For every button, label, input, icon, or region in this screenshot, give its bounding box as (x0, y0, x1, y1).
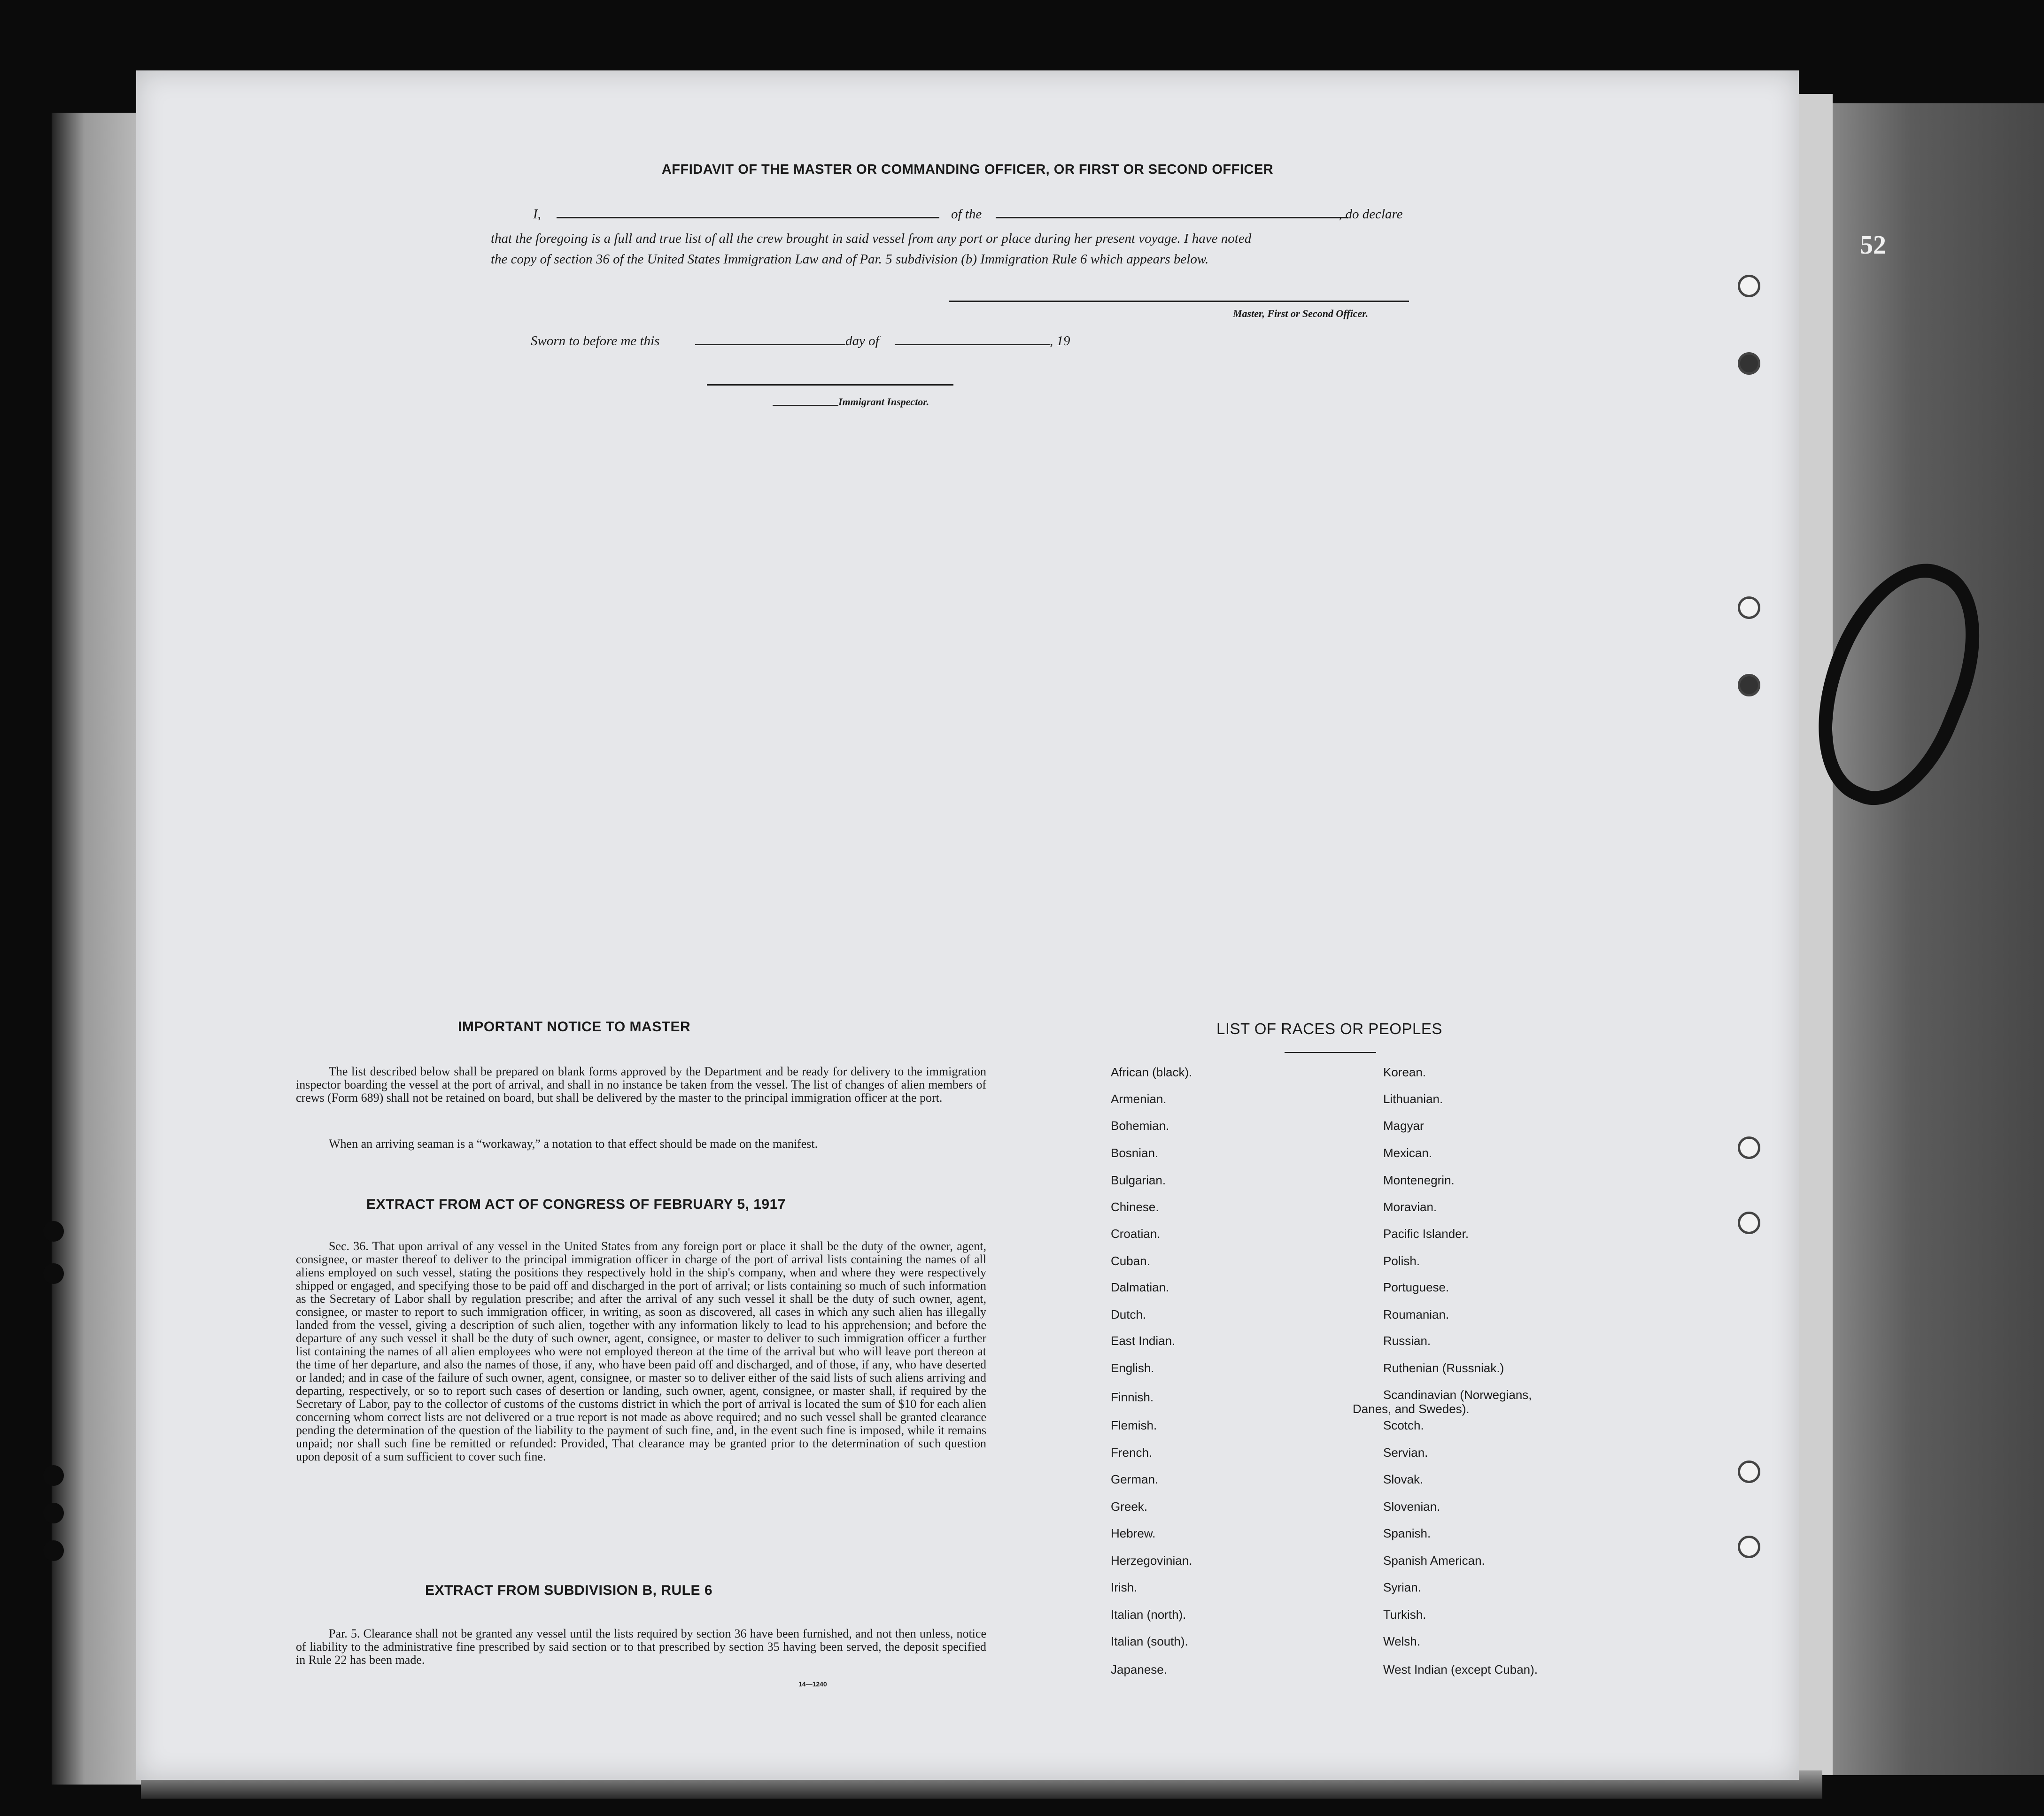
inspector-label: Immigrant Inspector. (838, 396, 929, 408)
race-item: Ruthenian (Russniak.) (1383, 1361, 1504, 1375)
inspector-signature-line (707, 384, 953, 386)
race-item: Italian (north). (1111, 1607, 1186, 1622)
affidavit-i: I, (533, 207, 541, 222)
notice-title: IMPORTANT NOTICE TO MASTER (458, 1019, 691, 1035)
binder-hole (43, 1540, 64, 1561)
race-item: Scandinavian (Norwegians, (1383, 1388, 1532, 1402)
sworn-day-line (695, 344, 845, 345)
affidavit-line2: that the foregoing is a full and true list of all the crew brought in said vessel from any port or place during her present voyage. I have noted (491, 231, 1252, 246)
underlying-page-right (1822, 103, 2044, 1775)
race-item: Irish. (1111, 1580, 1138, 1594)
race-item: Finnish. (1111, 1390, 1154, 1404)
binder-ring (1738, 1536, 1760, 1558)
race-item: West Indian (except Cuban). (1383, 1662, 1538, 1677)
race-item: Dalmatian. (1111, 1280, 1169, 1294)
race-item: Korean. (1383, 1065, 1426, 1079)
race-item: Dutch. (1111, 1307, 1146, 1321)
binder-ring (1738, 352, 1760, 375)
notice-paragraph-1: The list described below shall be prepared on blank forms approved by the Department and be ready for delivery to the immigration inspector boarding the vessel at the port of arrival, and shall in no instance be taken from the vessel. The list of changes of alien members of crews (Form 689) shall not be retained on board, but shall be delivered by the master to the principal immigration officer at the port. (296, 1065, 986, 1105)
form-sheet (136, 70, 1799, 1780)
binder-ring (1738, 275, 1760, 297)
race-item: Welsh. (1383, 1634, 1420, 1648)
race-item: Armenian. (1111, 1092, 1167, 1106)
race-item: Moravian. (1383, 1200, 1437, 1214)
race-item: Japanese. (1111, 1662, 1167, 1677)
page-number: 52 (1860, 231, 1886, 260)
race-item: Croatian. (1111, 1227, 1161, 1241)
vessel-name-line (996, 217, 1348, 218)
page-edge-strip (1794, 94, 1833, 1775)
race-item: Slovak. (1383, 1472, 1424, 1486)
race-item: German. (1111, 1472, 1159, 1486)
race-item: Chinese. (1111, 1200, 1159, 1214)
race-item: Montenegrin. (1383, 1173, 1455, 1187)
race-item: Hebrew. (1111, 1526, 1156, 1540)
affidavit-line3: the copy of section 36 of the United States Immigration Law and of Par. 5 subdivision (b) Immigration Rule 6 which appears below. (491, 252, 1209, 267)
race-item: Turkish. (1383, 1607, 1426, 1622)
race-item: Russian. (1383, 1334, 1431, 1348)
race-item: Pacific Islander. (1383, 1227, 1469, 1241)
year-prefix: , 19 (1050, 333, 1070, 348)
race-item: Herzegovinian. (1111, 1553, 1192, 1568)
race-item: Danes, and Swedes). (1353, 1402, 1470, 1416)
race-item: Bulgarian. (1111, 1173, 1166, 1187)
race-item: Bohemian. (1111, 1119, 1169, 1133)
binder-ring (1738, 596, 1760, 619)
races-title-rule (1285, 1052, 1376, 1053)
binder-hole (43, 1263, 64, 1284)
binder-ring (1738, 674, 1760, 696)
notice-paragraph-2: When an arriving seaman is a “workaway,” a notation to that effect should be made on the manifest. (329, 1137, 818, 1151)
form-number: 14—1240 (798, 1680, 827, 1688)
race-item: Roumanian. (1383, 1307, 1449, 1321)
race-item: Servian. (1383, 1445, 1428, 1460)
affidavit-of-the: of the (951, 207, 982, 222)
race-item: Mexican. (1383, 1146, 1432, 1160)
binder-ring (1738, 1212, 1760, 1234)
race-item: French. (1111, 1445, 1153, 1460)
race-item: Lithuanian. (1383, 1092, 1443, 1106)
race-item: Polish. (1383, 1254, 1420, 1268)
act-extract-title: EXTRACT FROM ACT OF CONGRESS OF FEBRUARY 5, 1917 (366, 1197, 786, 1212)
binder-hole (43, 1503, 64, 1523)
day-of: day of (845, 333, 879, 348)
race-item: Greek. (1111, 1499, 1148, 1514)
race-item: English. (1111, 1361, 1154, 1375)
race-item: Scotch. (1383, 1418, 1424, 1432)
master-signature-line (949, 301, 1409, 302)
race-item: Flemish. (1111, 1418, 1157, 1432)
act-extract-text: Sec. 36. That upon arrival of any vessel in the United States from any foreign port or place it shall be the duty of the owner, agent, consignee, or master thereof to deliver to the principal immigration officer in charge of the port of arrival lists containing the names of all aliens employed on such vessel, stating the positions they respectively hold in the ship's company, when and where they were respectively shipped or engaged, and specifying those to be paid off and discharged in the port of arrival; or lists containing so much of such information as the Secretary of Labor shall by regulation prescribe; and after the arrival of any such vessel it shall be the duty of such owner, agent, consignee, or master to report to such immigration officer, in writing, as soon as discovered, all cases in which any such alien has illegally landed from the vessel, giving a description of such alien, together with any information likely to lead to his apprehension; and before the departure of any such vessel it shall be the duty of such owner, agent, consignee, or master to deliver to such immigration officer a further list containing the names of all alien employees who were not employed thereon at the time of the arrival but who will leave port thereon at the time of her departure, and also the names of those, if any, who have been paid off and discharged, and of those, if any, who have deserted or landed; and in case of the failure of such owner, agent, consignee, or master so to deliver either of the said lists of such aliens arriving and departing, respectively, or so to report such cases of desertion or landing, such owner, agent, consignee, or master shall, if required by the Secretary of Labor, pay to the collector of customs of the customs district in which the port of arrival is located the sum of $10 for each alien concerning whom correct lists are not delivered or a true report is not made as above required; and no such vessel shall be granted clearance pending the determination of the question of the liability to the payment of such fine, and, in the event such fine is imposed, while it remains unpaid; nor shall such fine be remitted or refunded: Provided, That clearance may be granted prior to the determination of such question upon deposit of a sum sufficient to cover such fine. (296, 1239, 986, 1463)
binder-ring (1738, 1136, 1760, 1159)
affidavit-title: AFFIDAVIT OF THE MASTER OR COMMANDING OFFICER, OR FIRST OR SECOND OFFICER (661, 162, 1274, 177)
race-item: Portuguese. (1383, 1280, 1449, 1294)
binder-hole (43, 1465, 64, 1486)
master-signature-label: Master, First or Second Officer. (1233, 308, 1369, 319)
rule-extract-title: EXTRACT FROM SUBDIVISION B, RULE 6 (425, 1583, 713, 1598)
race-item: Bosnian. (1111, 1146, 1159, 1160)
race-item: Spanish. (1383, 1526, 1431, 1540)
underlying-page-left (52, 113, 146, 1785)
master-name-line (557, 217, 939, 218)
race-item: Italian (south). (1111, 1634, 1188, 1648)
race-item: East Indian. (1111, 1334, 1176, 1348)
inspector-short-line (773, 405, 838, 406)
binder-hole (43, 1221, 64, 1242)
races-title: LIST OF RACES OR PEOPLES (1216, 1020, 1442, 1037)
sworn-month-line (895, 344, 1050, 345)
rule-extract-text: Par. 5. Clearance shall not be granted any vessel until the lists required by section 36 have been furnished, and not then unless, notice of liability to the administrative fine prescribed by said section or to that prescribed by section 35 having been served, the deposit specified in Rule 22 has been made. (296, 1627, 986, 1667)
affidavit-declare: , do declare (1339, 207, 1403, 222)
race-item: Cuban. (1111, 1254, 1150, 1268)
sworn-before: Sworn to before me this (531, 333, 660, 348)
binder-ring (1738, 1461, 1760, 1483)
race-item: Spanish American. (1383, 1553, 1485, 1568)
race-item: Slovenian. (1383, 1499, 1440, 1514)
race-item: Syrian. (1383, 1580, 1421, 1594)
race-item: Magyar (1383, 1119, 1424, 1133)
race-item: African (black). (1111, 1065, 1192, 1079)
